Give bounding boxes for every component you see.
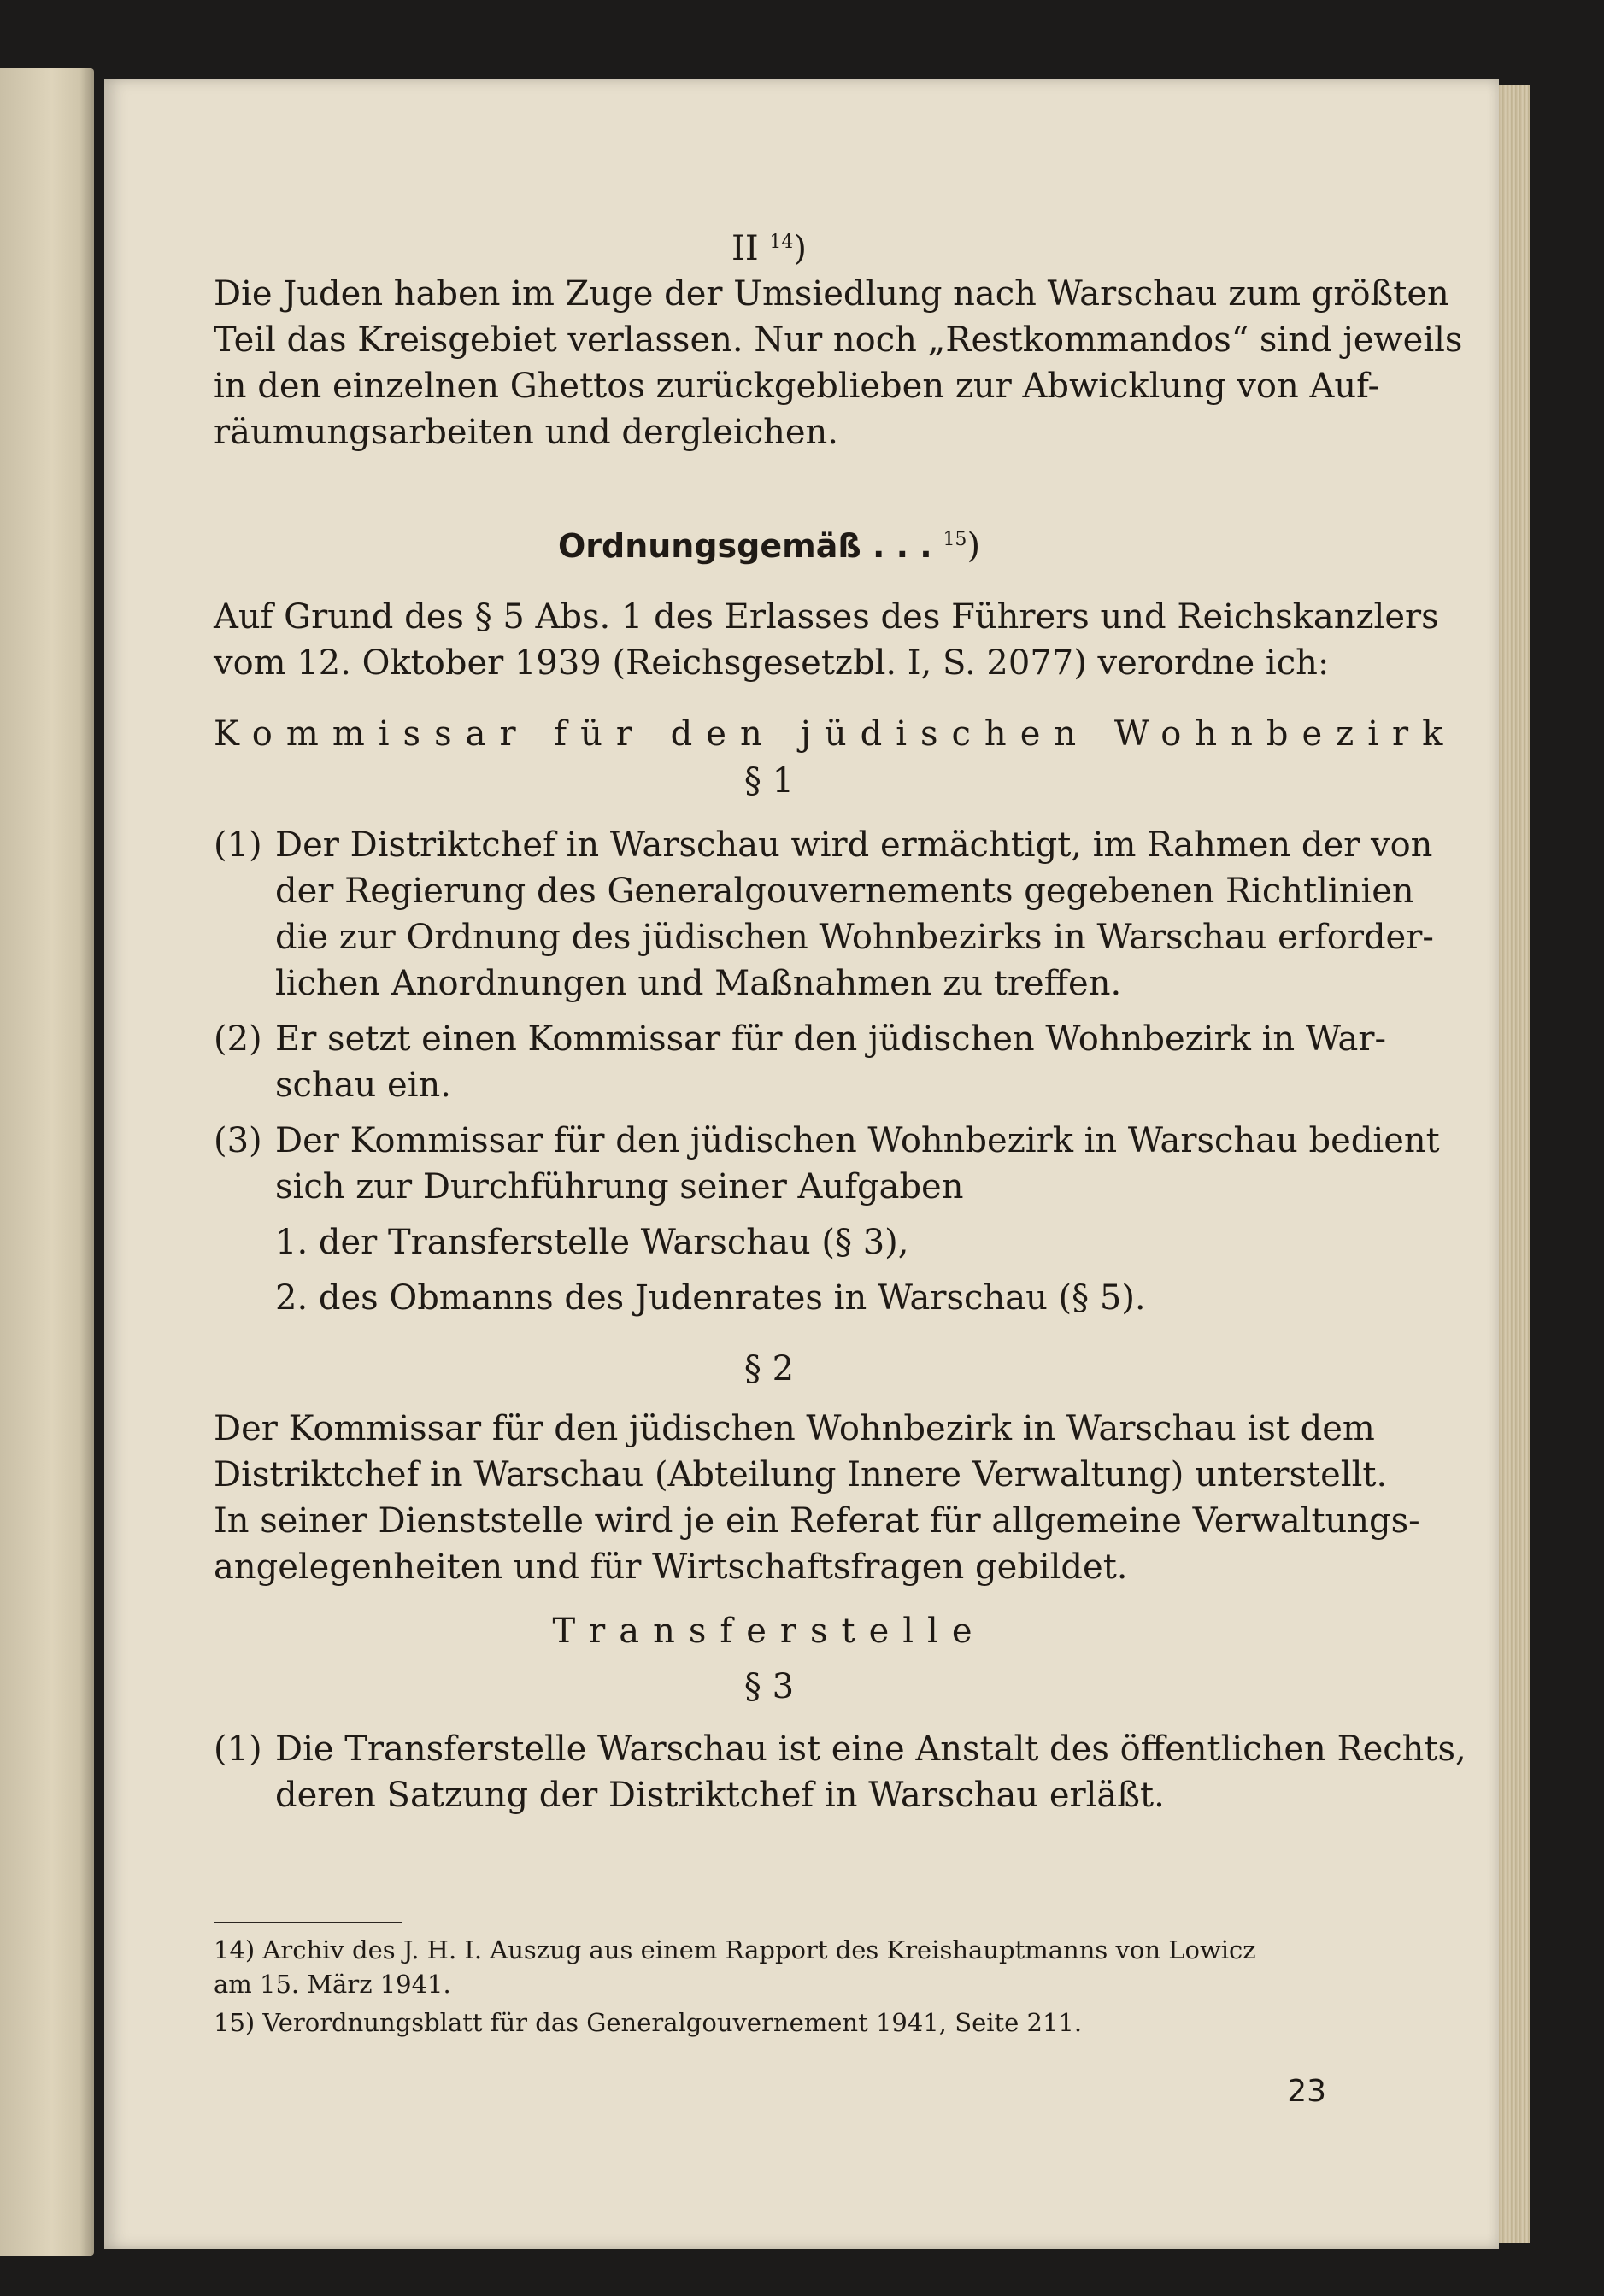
ordnung-heading: Ordnungsgemäß . . . $^{15}$) <box>557 526 981 566</box>
item-number: (1) <box>214 1729 262 1769</box>
footnote-14: 14) Archiv des J. H. I. Auszug aus einem Rapport des Kreishauptmanns von Lowicz <box>214 1935 1256 1964</box>
page-stack-edge <box>1499 85 1530 2243</box>
ordnung-title: Ordnungsgemäß . . . <box>557 527 932 565</box>
section-number: II <box>731 229 759 268</box>
item-number: (3) <box>214 1121 262 1160</box>
page-number: 23 <box>1287 2074 1326 2109</box>
paragraph-3-label: § 3 <box>743 1667 795 1706</box>
paragraph-2-label: § 2 <box>743 1349 795 1389</box>
p2-line-4: angelegenheiten und für Wirtschaftsfragen gebildet. <box>214 1547 1128 1587</box>
item-number: (2) <box>214 1019 262 1059</box>
decree-line-1: Auf Grund des § 5 Abs. 1 des Erlasses des Führers und Reichskanzlers <box>214 597 1439 637</box>
section-title-kommissar: Kommissar für den jüdischen Wohnbezirk <box>214 714 1457 754</box>
footnote-15: 15) Verordnungsblatt für das Generalgouvernement 1941, Seite 211. <box>214 2008 1083 2037</box>
section-title-transferstelle: Transferstelle <box>552 1612 986 1651</box>
item-number: (1) <box>214 825 262 865</box>
intro-line-4: räumungsarbeiten und dergleichen. <box>214 413 838 452</box>
book-page: II $^{14}$) Die Juden haben im Zuge der Umsiedlung nach Warschau zum größten Teil das Kreisgebiet verlassen. Nur noch „Restkommandos“ sind jeweils in den einzelnen Ghettos zurückgeblieben zur Abwicklung von Auf- räumungsarbeiten und dergleichen. Ordnungsgemäß . . . $^{15}$) Auf Grund des § 5 Abs. 1 des Erlasses des Führers und Reichskanzlers vom 12. Oktober 1939 (Reichsgesetzbl. I, S. 2077) verordne ich: Kommissar für den jüdischen Wohnbezirk § 1 (1) Der Distriktchef in Warschau wird ermächtigt, im Rahmen der von der Regierung des Generalgouvernements gegebenen Richtlinien die zur Ordnung des jüdischen Wohnbezirks in Warschau erforder- lichen Anordnungen und Maßnahmen zu treffen. (2) Er setzt einen Kommissar für den jüdischen Wohnbezirk in War- schau ein. (3) Der Kommissar für den jüdischen Wohnbezirk in Warschau bedient sich zur Durchführung seiner Aufgaben 1. der Transferstelle Warschau (§ 3), 2. des Obmanns des Judenrates in Warschau (§ 5). § 2 Der Kommissar für den jüdischen Wohnbezirk in Warschau ist dem Distriktchef in Warschau (Abteilung Innere Verwaltung) unterstellt. In seiner Dienststelle wird je ein Referat für allgemeine Verwaltungs- angelegenheiten und für Wirtschaftsfragen gebildet. Transferstelle § 3 (1) Die Transferstelle Warschau ist eine Anstalt des öffentlichen Rechts, deren Satzung der Distriktchef in Warschau erläßt. 14) Archiv des J. H. I. Auszug aus einem Rapport des Kreishauptmanns von Lowicz am 15. März 1941. 15) Verordnungsblatt für das Generalgouvernement 1941, Seite 211. 23 <box>104 79 1499 2249</box>
footnote-ref-14[interactable]: 14 <box>769 232 794 253</box>
p2-line-1: Der Kommissar für den jüdischen Wohnbezirk in Warschau ist dem <box>214 1409 1375 1448</box>
p2-line-3: In seiner Dienststelle wird je ein Referat für allgemeine Verwaltungs- <box>214 1501 1420 1541</box>
p2-line-2: Distriktchef in Warschau (Abteilung Innere Verwaltung) unterstellt. <box>214 1455 1388 1494</box>
facing-page-edge <box>0 68 94 2256</box>
paragraph-1-label: § 1 <box>743 761 795 801</box>
footnote-divider <box>214 1922 402 1923</box>
footnote-ref-15[interactable]: 15 <box>943 529 967 550</box>
intro-line-1: Die Juden haben im Zuge der Umsiedlung nach Warschau zum größten <box>214 274 1449 314</box>
section-header: II $^{14}$) <box>731 229 807 268</box>
intro-line-3: in den einzelnen Ghettos zurückgeblieben zur Abwicklung von Auf- <box>214 367 1379 406</box>
decree-line-2: vom 12. Oktober 1939 (Reichsgesetzbl. I, S. 2077) verordne ich: <box>214 643 1330 683</box>
intro-line-2: Teil das Kreisgebiet verlassen. Nur noch „Restkommandos“ sind jeweils <box>214 320 1463 360</box>
